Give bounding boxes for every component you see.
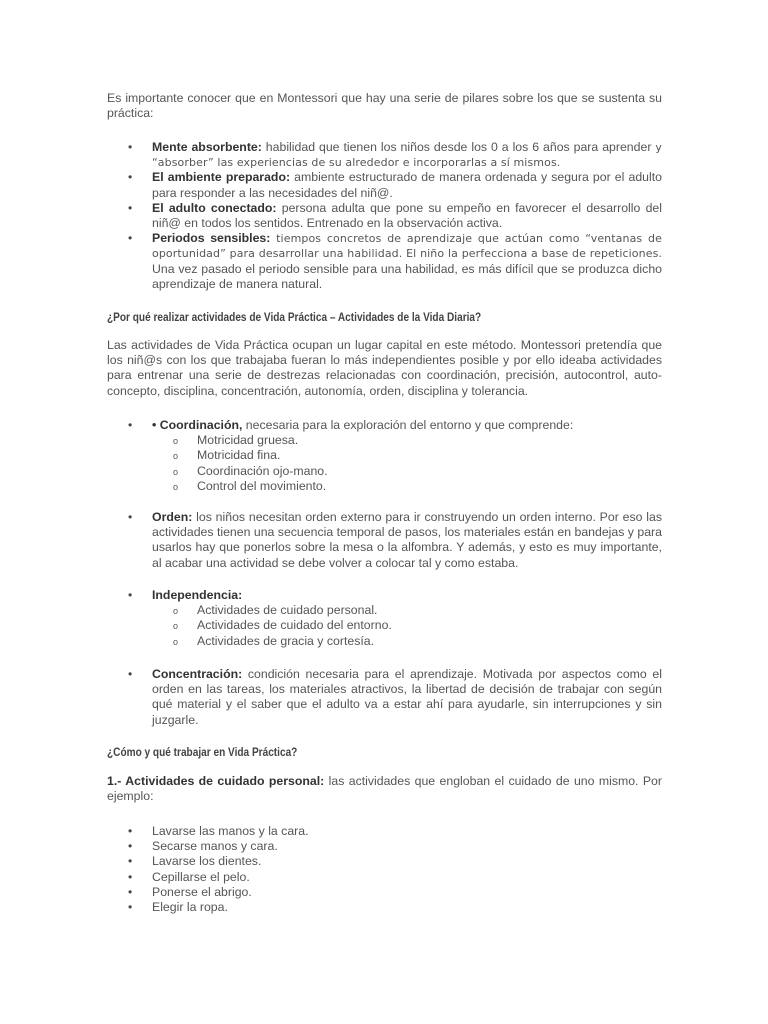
sub-list-item: o Motricidad fina. — [152, 448, 662, 463]
section-heading: ¿Por qué realizar actividades de Vida Práctica – Actividades de la Vida Diaria? — [107, 310, 482, 324]
list-item: • Lavarse las manos y la cara. — [107, 824, 662, 839]
pilar-term: Mente absorbente: — [152, 140, 262, 154]
list-item: • Secarse manos y cara. — [107, 839, 662, 854]
pilar-text: ambiente estructurado de manera ordenada y segura por el adulto para responder a las necesidades del niñ@. — [152, 170, 662, 200]
sub-list — [152, 603, 662, 649]
list-item — [107, 667, 662, 728]
item-text: los niños necesitan orden externo para ir construyendo un orden interno. Por eso las actividades tienen una secuencia temporal de pasos, los materiales están en bandejas y para usarlos hay que ponerlos sobre la mesa o la alfombra. Y además, y esto es muy importante, al acabar una actividad se debe volver a colocar tal y como estaba. — [152, 510, 662, 570]
list-item: • Ponerse el abrigo. — [107, 885, 662, 900]
pilar-term: El ambiente preparado: — [152, 170, 291, 185]
item-term: 1.- Actividades de cuidado personal: — [107, 774, 325, 788]
list-item — [107, 510, 662, 571]
item-text: las actividades que engloban el cuidado de uno mismo. Por ejemplo: — [107, 774, 662, 804]
pilar-text: Una vez pasado el periodo sensible para una habilidad, es más difícil que se produzca dicho aprendizaje de manera natural. — [152, 261, 662, 291]
pilar-text: habilidad que tienen los niños desde los 0 a los 6 años para aprender — [261, 140, 652, 154]
item-text: necesaria para la exploración del entorno y que comprende: — [242, 418, 574, 432]
coordinacion-list — [107, 418, 662, 494]
intro-paragraph: Es importante conocer que en Montessori que hay una serie de pilares sobre los que se sustenta su práctica: — [107, 91, 662, 121]
list-item: • Cepillarse el pelo. — [107, 870, 662, 885]
body-paragraph: Las actividades de Vida Práctica ocupan un lugar capital en este método. Montessori pretendía que los niñ@s con los que trabajaba fueran lo más independientes posible y por ello ideaba actividades para entrenar una serie de destrezas relacionadas con coordinación, precisión, autocontrol, auto-concepto, disciplina, concentración, autonomía, orden, disciplina y tolerancia. — [107, 338, 662, 398]
orden-list — [107, 510, 662, 571]
sub-list-item: o Actividades de cuidado personal. — [152, 603, 662, 618]
sub-list-item: o Actividades de gracia y cortesía. — [152, 634, 662, 649]
pilar-term: El adulto conectado: — [152, 200, 277, 215]
list-item: • Elegir la ropa. — [107, 900, 662, 915]
sub-list-item: o Motricidad gruesa. — [152, 433, 662, 448]
sub-list-item: o Actividades de cuidado del entorno. — [152, 618, 662, 633]
pilar-term: Periodos sensibles: — [152, 231, 271, 246]
sub-list — [152, 433, 662, 494]
concentracion-list — [107, 667, 662, 728]
pilar-text: y “absorber” las experiencias de su alrededor e incorporarlas a sí mismos. — [152, 141, 662, 170]
list-item — [107, 201, 662, 231]
item-text: condición necesaria para el aprendizaje. Motivada por aspectos como el orden en las tareas, los materiales atractivos, la libertad de decisión de trabajar con según qué material y el saber que el adulto va a estar ahí para ayudarle, sin interrupciones y sin juzgarle. — [152, 667, 662, 727]
list-item — [107, 418, 662, 494]
item-term: Concentración: — [152, 667, 243, 681]
list-item — [107, 170, 662, 200]
list-item — [107, 231, 662, 292]
body-paragraph — [107, 774, 662, 804]
sub-list-item: o Coordinación ojo-mano. — [152, 464, 662, 479]
item-term: • Coordinación, — [152, 418, 243, 432]
pilar-text: tiempos concretos de aprendizaje que actúan como “ventanas de oportunidad” para desarrollar una habilidad. El niño la perfecciona a base de repeticiones. — [152, 232, 662, 261]
independencia-list — [107, 588, 662, 649]
list-item — [107, 140, 662, 170]
list-item: • Lavarse los dientes. — [107, 854, 662, 869]
item-term: Orden: — [152, 510, 193, 524]
list-item — [107, 588, 662, 649]
cuidado-personal-list — [107, 824, 662, 915]
pilares-list — [107, 140, 662, 292]
pilar-text: persona adulta que pone su empeño en favorecer el desarrollo del niñ@ en todos los sentidos. Entrenado en la observación activa. — [152, 200, 662, 231]
section-heading: ¿Cómo y qué trabajar en Vida Práctica? — [107, 745, 298, 759]
item-term: Independencia: — [152, 588, 243, 602]
sub-list-item: o Control del movimiento. — [152, 479, 662, 494]
